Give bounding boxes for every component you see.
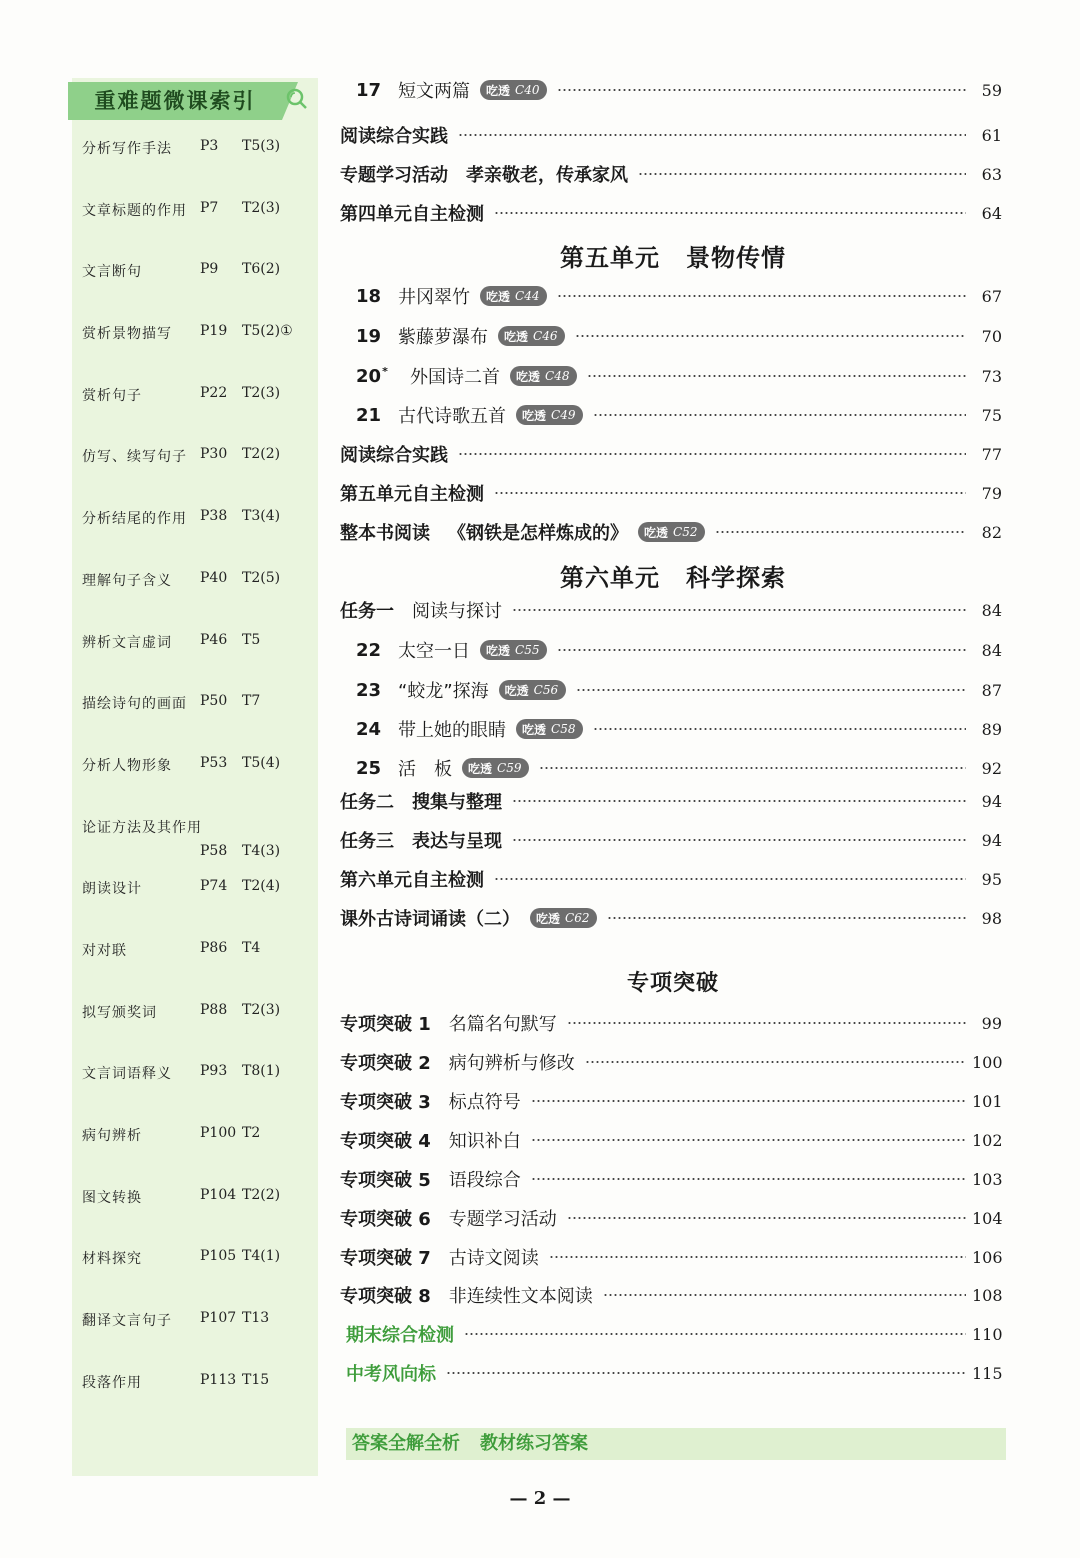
leader-dots [593, 728, 966, 730]
page-ref: 89 [981, 719, 1002, 739]
self-study-mark: * [382, 365, 388, 378]
leader-dots [531, 1139, 966, 1141]
page-ref: 92 [981, 758, 1002, 778]
index-task: T4(3) [242, 842, 281, 859]
index-item[interactable] [82, 624, 318, 686]
page-ref: 75 [981, 405, 1002, 425]
entry-title: 专项突破 1 名篇名句默写 [340, 1014, 557, 1035]
entry-title: 专项突破 7 古诗文阅读 [340, 1248, 539, 1269]
leader-dots [557, 649, 966, 651]
textbook-answers-label: 教材练习答案 [480, 1433, 588, 1454]
index-task: T2(3) [242, 384, 281, 401]
index-page: P58 [200, 842, 228, 859]
leader-dots [593, 414, 966, 416]
leader-dots [567, 1022, 966, 1024]
index-label: 文章标题的作用 [82, 202, 187, 219]
entry-subtitle: 表达与呈现 [412, 831, 502, 852]
leader-dots [464, 1333, 966, 1335]
entry-title: 中考风向标 [346, 1364, 436, 1385]
index-page: P100 [200, 1125, 237, 1141]
entry-subtitle: 孝亲敬老，传承家风 [466, 165, 628, 186]
index-task: T2(2) [242, 446, 281, 463]
entry-title: 整本书阅读 《钢铁是怎样炼成的》 [340, 523, 628, 544]
lesson-number: 21 [356, 404, 382, 426]
entry-title: 专项突破 2 病句辨析与修改 [340, 1053, 575, 1074]
leader-dots [494, 878, 966, 880]
index-task: T6(2) [242, 261, 281, 278]
index-page: P105 [200, 1248, 237, 1265]
lesson-title: 活 板 [398, 759, 452, 780]
entry-title: 专项突破 6 专题学习活动 [340, 1209, 557, 1230]
entry-subtitle: 非连续性文本阅读 [448, 1286, 593, 1307]
entry-title: 专项突破 4 知识补白 [340, 1131, 521, 1152]
lesson-number: 24 [356, 718, 382, 740]
page-ref: 63 [981, 164, 1002, 184]
unit-6-heading: 第六单元 科学探索 [560, 564, 786, 592]
page-ref: 94 [981, 830, 1002, 850]
page-ref: 73 [981, 366, 1002, 386]
entry-title: 专题学习活动 孝亲敬老，传承家风 [340, 165, 628, 186]
toc-entry-whole-book[interactable] [340, 518, 1002, 546]
entry-subtitle: 标点符号 [448, 1092, 521, 1113]
page-ref: 61 [981, 125, 1002, 145]
entry-title: 任务一 阅读与探讨 [340, 601, 502, 622]
leader-dots [638, 173, 966, 175]
index-task: T2(5) [242, 569, 281, 586]
index-item[interactable] [82, 315, 318, 377]
entry-subtitle: 名篇名句默写 [448, 1014, 557, 1035]
index-page: P74 [200, 878, 228, 895]
toc-entry-lesson-21[interactable] [340, 401, 1002, 429]
entry-title: 第五单元自主检测 [340, 484, 484, 505]
micro-lesson-badge[interactable]: 吃透 C62 [530, 908, 597, 928]
page-ref: 87 [981, 680, 1002, 700]
toc-entry-lesson-17[interactable] [340, 76, 1002, 104]
entry-title: 任务二 搜集与整理 [340, 792, 502, 813]
index-label: 分析人物形象 [82, 757, 172, 774]
index-item[interactable] [82, 747, 318, 809]
toc-entry-lesson-22[interactable] [340, 636, 1002, 664]
answer-full-analysis-label: 答案全解全析 [352, 1433, 460, 1454]
index-page: P50 [200, 693, 228, 710]
micro-lesson-badge[interactable]: 吃透 C58 [516, 719, 583, 739]
toc-entry-extra-poems[interactable] [340, 904, 1002, 932]
toc-entry-special-6[interactable] [340, 1204, 1002, 1232]
leader-dots [587, 375, 966, 377]
index-label: 赏析景物描写 [82, 326, 172, 343]
leader-dots [603, 1294, 966, 1296]
micro-lesson-badge[interactable]: 吃透 C40 [480, 80, 547, 100]
index-page: P30 [200, 446, 228, 463]
page-ref: 95 [981, 869, 1002, 889]
index-page: P104 [200, 1186, 237, 1203]
entry-subtitle: 语段综合 [448, 1170, 521, 1191]
lesson-title: 短文两篇 [398, 81, 470, 102]
leader-dots [512, 800, 966, 802]
index-page: P7 [200, 199, 219, 216]
toc-entry-task-3[interactable] [340, 826, 1002, 854]
index-task: T3(4) [242, 508, 281, 525]
index-item[interactable] [82, 253, 318, 315]
lesson-title: 井冈翠竹 [398, 287, 470, 308]
index-task: T13 [242, 1310, 270, 1327]
index-label: 文言断句 [82, 264, 142, 281]
lesson-title: 带上她的眼睛 [398, 720, 506, 741]
page-ref: 110 [972, 1324, 1003, 1344]
index-item[interactable] [82, 438, 318, 500]
micro-lesson-badge[interactable]: 吃透 C48 [510, 366, 577, 386]
index-label: 对对联 [82, 942, 127, 959]
toc-entry-task-2[interactable] [340, 787, 1002, 815]
index-item[interactable] [82, 562, 318, 624]
lesson-number: 19 [356, 325, 382, 347]
index-task: T5 [242, 631, 261, 648]
lesson-number: 20* [356, 365, 388, 387]
toc-entry-lesson-25[interactable] [340, 754, 1002, 782]
micro-lesson-badge[interactable]: 吃透 C49 [516, 405, 583, 425]
index-item[interactable] [82, 1117, 318, 1179]
index-page: P88 [200, 1001, 228, 1018]
entry-title: 任务三 表达与呈现 [340, 831, 502, 852]
index-label: 翻译文言句子 [82, 1313, 172, 1330]
entry-title: 阅读综合实践 [340, 126, 448, 147]
index-item[interactable] [82, 130, 318, 192]
toc-entry-lesson-24[interactable] [340, 715, 1002, 743]
entry-subtitle: 阅读与探讨 [412, 601, 502, 622]
lesson-title: “蛟龙”探海 [398, 681, 489, 702]
index-page: P107 [200, 1310, 237, 1327]
toc-entry-unit5-test[interactable] [340, 479, 1002, 507]
index-item[interactable] [82, 377, 318, 439]
page-ref: 99 [981, 1013, 1002, 1033]
leader-dots [494, 212, 966, 214]
page-ref: 59 [981, 80, 1002, 100]
index-item[interactable] [82, 685, 318, 747]
index-page: P53 [200, 754, 228, 771]
index-page: P113 [200, 1371, 237, 1388]
special-section-heading: 专项突破 [626, 971, 719, 996]
page-ref: 108 [972, 1285, 1003, 1305]
index-label: 分析写作手法 [82, 141, 172, 157]
index-task: T7 [242, 693, 261, 710]
toc-entry-reading-practice-5[interactable] [340, 440, 1002, 468]
index-page: P86 [200, 939, 228, 956]
toc-entry-task-1[interactable] [340, 596, 1002, 624]
page-ref: 67 [981, 286, 1002, 306]
toc-entry-special-8[interactable] [340, 1281, 1002, 1309]
index-item[interactable] [82, 994, 318, 1056]
index-label: 段落作用 [82, 1374, 142, 1391]
micro-lesson-badge[interactable]: 吃透 C59 [462, 758, 529, 778]
page-ref: 94 [981, 791, 1002, 811]
toc-entry-special-5[interactable] [340, 1165, 1002, 1193]
entry-subtitle: 搜集与整理 [412, 792, 502, 813]
page-ref: 100 [972, 1052, 1003, 1072]
answer-key-bar[interactable] [346, 1428, 1006, 1460]
index-task: T4(1) [242, 1248, 281, 1265]
toc-entry-special-4[interactable] [340, 1126, 1002, 1154]
lesson-number: 17 [356, 79, 382, 101]
page-ref: 64 [981, 203, 1002, 223]
leader-dots [576, 689, 966, 691]
page-ref: 82 [981, 522, 1002, 542]
entry-title: 专项突破 5 语段综合 [340, 1170, 521, 1191]
leader-dots [567, 1217, 966, 1219]
index-label: 仿写、续写句子 [82, 449, 187, 466]
index-page: P3 [200, 138, 219, 154]
micro-lesson-badge[interactable]: 吃透 C46 [498, 326, 565, 346]
index-item[interactable] [82, 809, 318, 871]
leader-dots [494, 492, 966, 494]
entry-subtitle: 病句辨析与修改 [448, 1053, 575, 1074]
index-task: T5(2)① [242, 323, 293, 340]
page-number: — 2 — [509, 1488, 571, 1509]
index-task: T2(3) [242, 1001, 281, 1018]
toc-entry-final-test[interactable] [340, 1320, 1002, 1348]
index-item[interactable] [82, 932, 318, 994]
lesson-title: 紫藤萝瀑布 [398, 327, 488, 348]
index-page: P46 [200, 631, 228, 648]
index-task: T2(2) [242, 1186, 281, 1203]
lesson-title: 外国诗二首 [410, 367, 500, 388]
micro-lesson-badge[interactable]: 吃透 C56 [499, 680, 566, 700]
index-task: T2(4) [242, 878, 281, 895]
index-item[interactable] [82, 1364, 318, 1426]
index-item[interactable] [82, 1240, 318, 1302]
toc-entry-special-1[interactable] [340, 1009, 1002, 1037]
leader-dots [512, 609, 966, 611]
page-ref: 106 [972, 1247, 1003, 1267]
micro-lesson-badge[interactable]: 吃透 C52 [638, 522, 705, 542]
index-label: 分析结尾的作用 [82, 511, 187, 528]
toc-entry-zhongkao[interactable] [340, 1359, 1002, 1387]
index-item[interactable] [82, 192, 318, 254]
toc-entry-unit4-test[interactable] [340, 199, 1002, 227]
index-label: 文言词语释义 [82, 1066, 172, 1083]
index-task: T15 [242, 1371, 270, 1388]
index-page: P40 [200, 569, 228, 586]
micro-lesson-badge[interactable]: 吃透 C44 [480, 286, 547, 306]
page-ref: 70 [981, 326, 1002, 346]
leader-dots [531, 1100, 966, 1102]
leader-dots [446, 1372, 966, 1374]
entry-title: 专项突破 3 标点符号 [340, 1092, 521, 1113]
index-item[interactable] [82, 1302, 318, 1364]
index-page: P38 [200, 508, 228, 525]
index-list [82, 130, 318, 1425]
index-label: 理解句子含义 [82, 572, 172, 589]
leader-dots [575, 335, 966, 337]
index-label: 拟写颁奖词 [82, 1004, 157, 1021]
entry-title: 期末综合检测 [346, 1325, 454, 1346]
toc-entry-lesson-19[interactable] [340, 322, 1002, 350]
entry-title: 课外古诗词诵读（二） [340, 909, 520, 930]
leader-dots [539, 767, 966, 769]
index-label: 赏析句子 [82, 387, 142, 404]
page-ref: 84 [981, 600, 1002, 620]
leader-dots [549, 1256, 966, 1258]
page-ref: 98 [981, 908, 1002, 928]
toc-entry-special-7[interactable] [340, 1243, 1002, 1271]
lesson-title: 古代诗歌五首 [398, 406, 506, 427]
leader-dots [715, 531, 966, 533]
entry-subtitle: 《钢铁是怎样炼成的》 [448, 523, 628, 544]
lesson-number: 18 [356, 285, 382, 307]
page-ref: 84 [981, 640, 1002, 660]
entry-subtitle: 专题学习活动 [448, 1209, 557, 1230]
lesson-number: 22 [356, 639, 382, 661]
toc-entry-lesson-18[interactable] [340, 282, 1002, 310]
leader-dots [557, 89, 966, 91]
leader-dots [585, 1061, 966, 1063]
index-page: P22 [200, 384, 228, 401]
index-label: 朗读设计 [82, 881, 142, 898]
page-ref: 79 [981, 483, 1002, 503]
index-task: T5(3) [242, 138, 281, 154]
toc-entry-special-2[interactable] [340, 1048, 1002, 1076]
unit-5-heading: 第五单元 景物传情 [560, 244, 786, 272]
index-task: T4 [242, 939, 261, 956]
index-label: 辨析文言虚词 [82, 634, 172, 651]
page-ref: 102 [972, 1130, 1003, 1150]
index-task: T2(3) [242, 199, 281, 216]
index-task: T2 [242, 1125, 261, 1141]
lesson-title: 太空一日 [398, 641, 470, 662]
index-item[interactable] [82, 1055, 318, 1117]
toc-entry-special-3[interactable] [340, 1087, 1002, 1115]
index-label: 材料探究 [82, 1251, 142, 1268]
index-label: 病句辨析 [82, 1128, 142, 1144]
magnifier-icon [286, 88, 308, 110]
leader-dots [607, 917, 966, 919]
leader-dots [557, 295, 966, 297]
index-label: 论证方法及其作用 [82, 819, 202, 836]
toc-entry-lesson-20[interactable] [340, 362, 1002, 390]
index-task: T8(1) [242, 1063, 281, 1080]
page-ref: 104 [972, 1208, 1003, 1228]
entry-subtitle: 知识补白 [448, 1131, 521, 1152]
index-page: P9 [200, 261, 219, 278]
page-ref: 101 [972, 1091, 1003, 1111]
leader-dots [531, 1178, 966, 1180]
entry-title: 第六单元自主检测 [340, 870, 484, 891]
index-page: P19 [200, 323, 228, 340]
index-task: T5(4) [242, 754, 281, 771]
page-ref: 115 [972, 1363, 1003, 1383]
micro-lesson-index-sidebar [72, 78, 318, 1476]
micro-lesson-badge[interactable]: 吃透 C55 [480, 640, 547, 660]
index-page: P93 [200, 1063, 228, 1080]
sidebar-title: 重难题微课索引 [68, 82, 282, 120]
leader-dots [512, 839, 966, 841]
page-ref: 103 [972, 1169, 1003, 1189]
toc-entry-lesson-23[interactable] [340, 676, 1002, 704]
leader-dots [458, 134, 966, 136]
entry-title: 专项突破 8 非连续性文本阅读 [340, 1286, 593, 1307]
index-item[interactable] [82, 500, 318, 562]
entry-subtitle: 古诗文阅读 [448, 1248, 539, 1269]
leader-dots [458, 453, 966, 455]
index-item[interactable] [82, 870, 318, 932]
entry-title: 阅读综合实践 [340, 445, 448, 466]
lesson-number: 23 [356, 679, 382, 701]
index-label: 描绘诗句的画面 [82, 696, 187, 713]
page-ref: 77 [981, 444, 1002, 464]
lesson-number: 25 [356, 757, 382, 779]
toc-entry-unit6-test[interactable] [340, 865, 1002, 893]
toc-entry-topic-activity-4[interactable] [340, 160, 1002, 188]
toc-entry-reading-practice-4[interactable] [340, 121, 1002, 149]
index-label: 图文转换 [82, 1189, 142, 1206]
entry-title: 第四单元自主检测 [340, 204, 484, 225]
index-item[interactable] [82, 1179, 318, 1241]
